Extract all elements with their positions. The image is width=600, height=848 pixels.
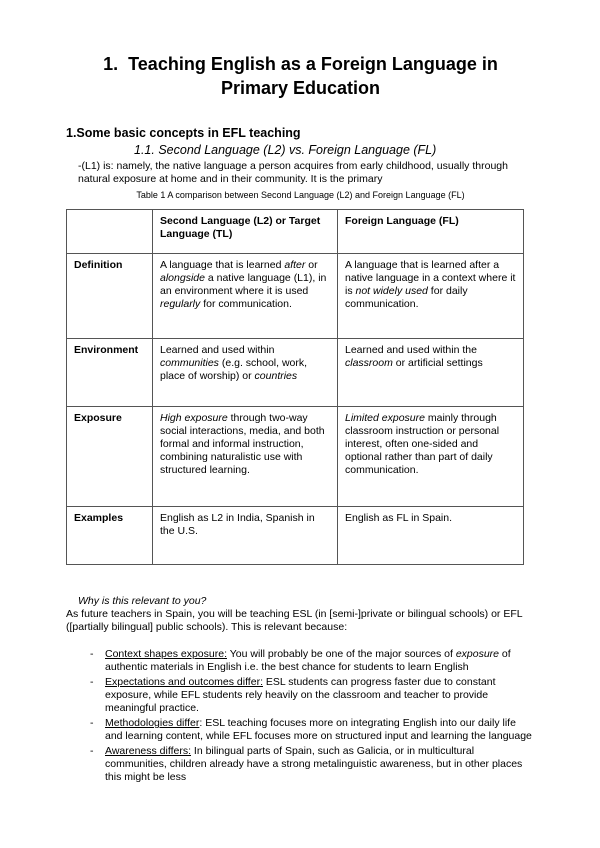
bullet-dash: - bbox=[90, 676, 94, 688]
list-item-text: Methodologies differ: ESL teaching focuses more on integrating English into our daily life and learning content, while EFL focuses more on structured input and learning the language bbox=[105, 717, 532, 742]
list-item bbox=[66, 648, 535, 674]
table-row-environment bbox=[67, 339, 524, 407]
table-row-definition bbox=[67, 254, 524, 339]
comparison-table bbox=[66, 209, 524, 565]
list-item-text: Awareness differs: In bilingual parts of Spain, such as Galicia, or in multicultural communities, children already have a strong metalinguistic awareness, but in other places this might be less bbox=[105, 745, 523, 783]
fl-cell: Learned and used within the classroom or artificial settings bbox=[338, 339, 524, 407]
list-item-text: Context shapes exposure: You will probably be one of the major sources of exposure of authentic materials in English i.e. the best chance for students to learn English bbox=[105, 648, 511, 673]
document-title-line-2: Primary Education bbox=[220, 78, 381, 98]
intro-paragraph: -(L1) is: namely, the native language a person acquires from early childhood, usually through natural exposure at home and in their community. It is the primary bbox=[78, 160, 508, 185]
row-label: Examples bbox=[67, 507, 153, 565]
section-heading: 1.Some basic concepts in EFL teaching bbox=[66, 126, 301, 140]
relevance-paragraph: As future teachers in Spain, you will be teaching ESL (in [semi-]private or bilingual schools) or EFL ([partially bilingual] public schools). This is relevant because: bbox=[66, 608, 523, 633]
bullet-dash: - bbox=[90, 717, 94, 729]
l2-cell: Learned and used within communities (e.g. school, work, place of worship) or countries bbox=[153, 339, 338, 407]
row-label: Exposure bbox=[67, 407, 153, 507]
row-label: Definition bbox=[67, 254, 153, 339]
list-item bbox=[66, 717, 535, 743]
subsection-heading: 1.1. Second Language (L2) vs. Foreign Language (FL) bbox=[134, 143, 437, 157]
table-header-row bbox=[67, 210, 524, 254]
l2-cell: English as L2 in India, Spanish in the U.S. bbox=[153, 507, 338, 565]
table-caption: Table 1 A comparison between Second Language (L2) and Foreign Language (FL) bbox=[136, 190, 465, 200]
document-title bbox=[66, 52, 535, 100]
bullet-dash: - bbox=[90, 745, 94, 757]
document-title-line-1: 1. Teaching English as a Foreign Language in bbox=[103, 54, 498, 74]
header-blank-cell bbox=[67, 210, 153, 254]
l2-cell: High exposure through two-way social interactions, media, and both formal and informal instruction, combining naturalistic use with structured learning. bbox=[153, 407, 338, 507]
list-item bbox=[66, 745, 535, 784]
table-row-exposure bbox=[67, 407, 524, 507]
header-fl-cell: Foreign Language (FL) bbox=[338, 210, 524, 254]
header-l2-cell: Second Language (L2) or Target Language (TL) bbox=[153, 210, 338, 254]
relevance-list bbox=[66, 648, 535, 784]
row-label: Environment bbox=[67, 339, 153, 407]
fl-cell: English as FL in Spain. bbox=[338, 507, 524, 565]
list-item bbox=[66, 676, 535, 715]
fl-cell: A language that is learned after a native language in a context where it is not widely used for daily communication. bbox=[338, 254, 524, 339]
l2-cell: A language that is learned after or alongside a native language (L1), in an environment where it is used regularly for communication. bbox=[153, 254, 338, 339]
table-row-examples bbox=[67, 507, 524, 565]
list-item-text: Expectations and outcomes differ: ESL students can progress faster due to constant exposure, while EFL students rely heavily on the classroom and teacher to provide meaningful practice. bbox=[105, 676, 496, 714]
fl-cell: Limited exposure mainly through classroom instruction or personal interest, often one-sided and optional rather than part of daily communication. bbox=[338, 407, 524, 507]
relevance-question: Why is this relevant to you? bbox=[78, 595, 207, 607]
bullet-dash: - bbox=[90, 648, 94, 660]
